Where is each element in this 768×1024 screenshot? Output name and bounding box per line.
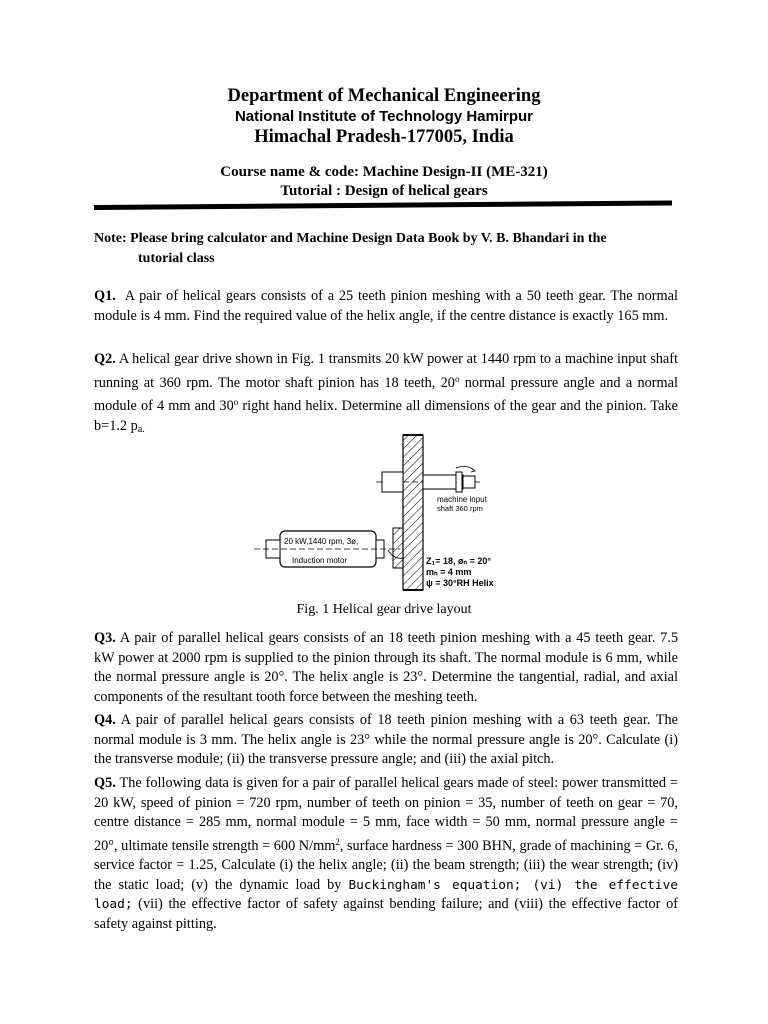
question-2-text-b: normal pressure angle and a normal module of 4 mm and 30 <box>94 374 678 414</box>
question-5-text-c: (vii) the effective factor of safety against bending failure; and (viii) the effective factor of safety against pitting. <box>94 896 678 932</box>
machine-label-1: machine input <box>437 495 487 504</box>
motor-name-label: Induction motor <box>292 556 348 565</box>
note <box>94 229 678 269</box>
question-1-text: A pair of helical gears consists of a 25 teeth pinion meshing with a 50 teeth gear. The normal module is 4 mm. Find the required value of the helix angle, if the centre distance is exactly 165 mm. <box>94 288 678 324</box>
question-5-text-a: The following data is given for a pair of parallel helical gears made of steel: power transmitted = 20 kW, speed of pinion = 720 rpm, number of teeth on pinion = 35, number of teeth on gear = 70, centre distance = 285 mm, normal module = 5 mm, face width = 50 mm, normal pressure angle = 20°, ultimate tensile strength = 600 N/mm <box>94 775 678 854</box>
question-5-mono-text: Buckingham's equation; (vi) the effective load; <box>94 877 678 912</box>
department-title: Department of Mechanical Engineering <box>227 86 541 106</box>
institute-name: National Institute of Technology Hamirpur <box>234 108 534 125</box>
question-1 <box>94 287 678 326</box>
header-divider <box>94 200 672 210</box>
course-name: Course name & code: Machine Design-II (ME-321) <box>220 164 548 180</box>
motor-rating-label: 20 kW,1440 rpm, 3ø, <box>284 537 359 546</box>
question-3-label: Q3. <box>94 630 116 646</box>
note-line-2: tutorial class <box>138 251 215 266</box>
question-2-text-a: A helical gear drive shown in Fig. 1 transmits 20 kW power at 1440 rpm to a machine input shaft running at 360 rpm. The motor shaft pinion has 18 teeth, 20 <box>94 351 678 391</box>
spec-module: mₙ = 4 mm <box>426 567 472 577</box>
spec-teeth-pressure-angle: Z₁= 18, øₙ = 20° <box>426 556 491 566</box>
question-3-text: A pair of parallel helical gears consists of an 18 teeth pinion meshing with a 45 teeth gear. 7.5 kW power at 2000 rpm is supplied to the pinion through its shaft. The normal module is 6 mm, while the normal pressure angle is 20°. The helix angle is 23°. Determine the tangential, radial, and axial components of the resultant tooth force between the meshing teeth. <box>94 630 678 705</box>
question-4-label: Q4. <box>94 712 116 728</box>
question-2-degree-b: o <box>233 397 239 407</box>
question-4-text: A pair of parallel helical gears consists of 18 teeth pinion meshing with a 63 teeth gear. The normal module is 3 mm. The helix angle is 23° while the normal pressure angle is 20°. Calculate (i) the transverse module; (ii) the transverse pressure angle; and (iii) the axial pitch. <box>94 712 678 767</box>
question-5-label: Q5. <box>94 775 116 791</box>
question-3 <box>94 629 678 707</box>
machine-label-2: shaft 360 rpm <box>437 504 483 513</box>
tutorial-title: Tutorial : Design of helical gears <box>280 183 488 199</box>
question-5 <box>94 774 678 934</box>
question-2-degree-a: o <box>454 373 460 384</box>
question-5-superscript: 2 <box>335 836 340 847</box>
figure-caption: Fig. 1 Helical gear drive layout <box>296 602 472 617</box>
question-2-text-c: right hand helix. Determine all dimensions of the gear and the pinion. Take b=1.2 p <box>94 398 678 434</box>
question-5-text-b: , surface hardness = 300 BHN, grade of machining = Gr. 6, service factor = 1.25, Calculate (i) the helix angle; (ii) the beam strength; (iii) the wear strength; (iv) the static load; (v) the dynamic load by <box>94 837 679 893</box>
question-2-subscript: a. <box>137 423 145 435</box>
pinion <box>393 528 403 568</box>
note-line-1: Note: Please bring calculator and Machine Design Data Book by V. B. Bhandari in the <box>94 231 607 246</box>
institute-location: Himachal Pradesh-177005, India <box>254 127 514 147</box>
question-1-label: Q1. <box>94 288 116 304</box>
question-4 <box>94 711 678 770</box>
question-2 <box>94 350 678 439</box>
spec-helix: ψ = 30°RH Helix <box>426 578 494 588</box>
question-2-label: Q2. <box>94 351 116 367</box>
gear-drive-figure <box>250 432 520 592</box>
gear-body <box>403 435 423 590</box>
